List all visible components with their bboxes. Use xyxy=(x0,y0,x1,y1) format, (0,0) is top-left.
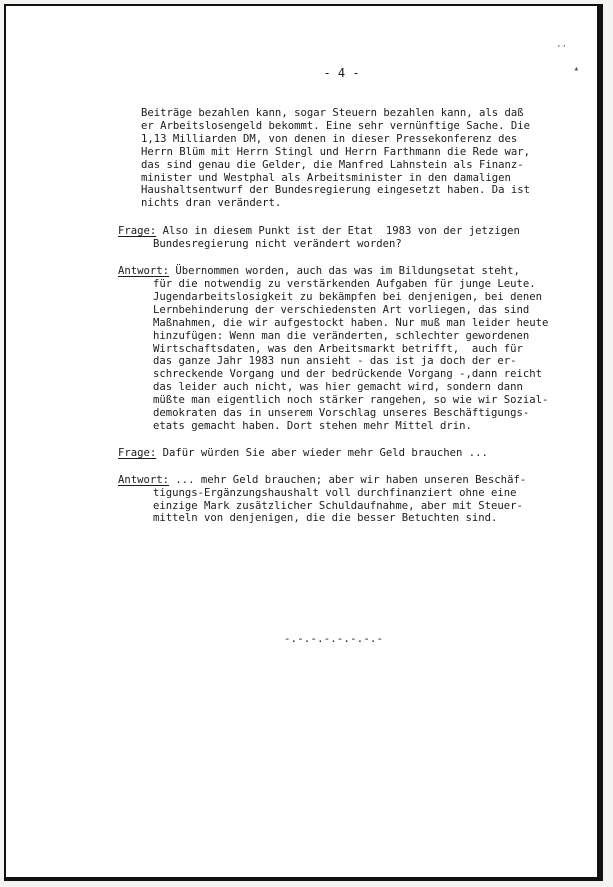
text-line: Haushaltsentwurf der Bundesregierung eingesetzt haben. Da ist xyxy=(141,184,531,197)
answer-paragraph xyxy=(118,265,578,433)
text-line: das ganze Jahr 1983 nun ansieht - das ist ja doch der er- xyxy=(153,355,517,368)
text-line: nichts dran verändert. xyxy=(141,197,282,210)
text-line: Wirtschaftsdaten, was den Arbeitsmarkt betrifft, auch für xyxy=(153,342,523,355)
text-line: einzige Mark zusätzlicher Schuldaufnahme, aber mit Steuer- xyxy=(153,499,523,512)
page-number: - 4 - xyxy=(323,66,360,80)
answer-label: Antwort: xyxy=(118,265,170,278)
question-paragraph xyxy=(118,225,578,251)
text-line: demokraten das in unserem Vorschlag unseres Beschäftigungs- xyxy=(153,407,530,420)
text-line: Übernommen worden, auch das was im Bildungsetat steht, xyxy=(169,265,520,278)
text-line: tigungs-Ergänzungshaushalt voll durchfinanziert ohne eine xyxy=(153,486,517,499)
end-divider: -.-.-.-.-.-.-.- xyxy=(283,632,384,645)
margin-mark: ▴ xyxy=(573,64,579,74)
text-line: minister und Westphal als Arbeitsminister in den damaligen xyxy=(141,171,511,184)
first-line xyxy=(118,474,578,487)
text-line: das sind genau die Gelder, die Manfred Lahnstein als Finanz- xyxy=(141,158,524,171)
text-line: etats gemacht haben. Dort stehen mehr Mittel drin. xyxy=(153,419,472,432)
transcript-body xyxy=(118,107,578,539)
first-line xyxy=(118,265,578,278)
text-line: Lernbehinderung der verschiedensten Art vorliegen, das sind xyxy=(153,303,530,316)
text-line: Maßnahmen, die wir aufgestockt haben. Nur muß man leider heute xyxy=(153,316,549,329)
first-line xyxy=(118,447,578,460)
text-line: das leider auch nicht, was hier gemacht wird, sondern dann xyxy=(153,381,523,394)
answer-paragraph xyxy=(118,474,578,526)
document-page xyxy=(4,4,603,881)
text-line: Herrn Blüm mit Herrn Stingl und Herrn Farthmann die Rede war, xyxy=(141,145,531,158)
question-paragraph xyxy=(118,447,578,460)
first-line xyxy=(118,225,578,238)
text-line: hinzufügen: Wenn man die veränderten, schlechter gewordenen xyxy=(153,329,530,342)
text-line: für die notwendig zu verstärkenden Aufgaben für junge Leute. xyxy=(153,277,536,290)
text-line: 1,13 Milliarden DM, von denen in dieser Pressekonferenz des xyxy=(141,132,518,145)
corner-mark: ·· xyxy=(556,42,567,52)
text-line: Beiträge bezahlen kann, sogar Steuern bezahlen kann, als daß xyxy=(141,107,524,119)
answer-label: Antwort: xyxy=(118,473,170,486)
continuation-paragraph xyxy=(118,107,578,210)
text-line: er Arbeitslosengeld bekommt. Eine sehr vernünftige Sache. Die xyxy=(141,119,531,132)
text-line: müßte man eigentlich noch stärker rangehen, so wie wir Sozial- xyxy=(153,394,549,407)
question-label: Frage: xyxy=(118,446,157,459)
question-label: Frage: xyxy=(118,225,157,238)
text-line: Also in diesem Punkt ist der Etat 1983 von der jetzigen xyxy=(156,225,520,238)
text-line: Dafür würden Sie aber wieder mehr Geld brauchen ... xyxy=(156,446,488,459)
text-line: schreckende Vorgang und der bedrückende Vorgang -,dann reicht xyxy=(153,368,543,381)
text-line: Jugendarbeitslosigkeit zu bekämpfen bei denjenigen, bei denen xyxy=(153,290,543,303)
text-line: mitteln von denjenigen, die die besser Betuchten sind. xyxy=(153,512,498,525)
text-line: ... mehr Geld brauchen; aber wir haben unseren Beschäf- xyxy=(169,473,527,486)
text-line: Bundesregierung nicht verändert worden? xyxy=(153,238,402,251)
